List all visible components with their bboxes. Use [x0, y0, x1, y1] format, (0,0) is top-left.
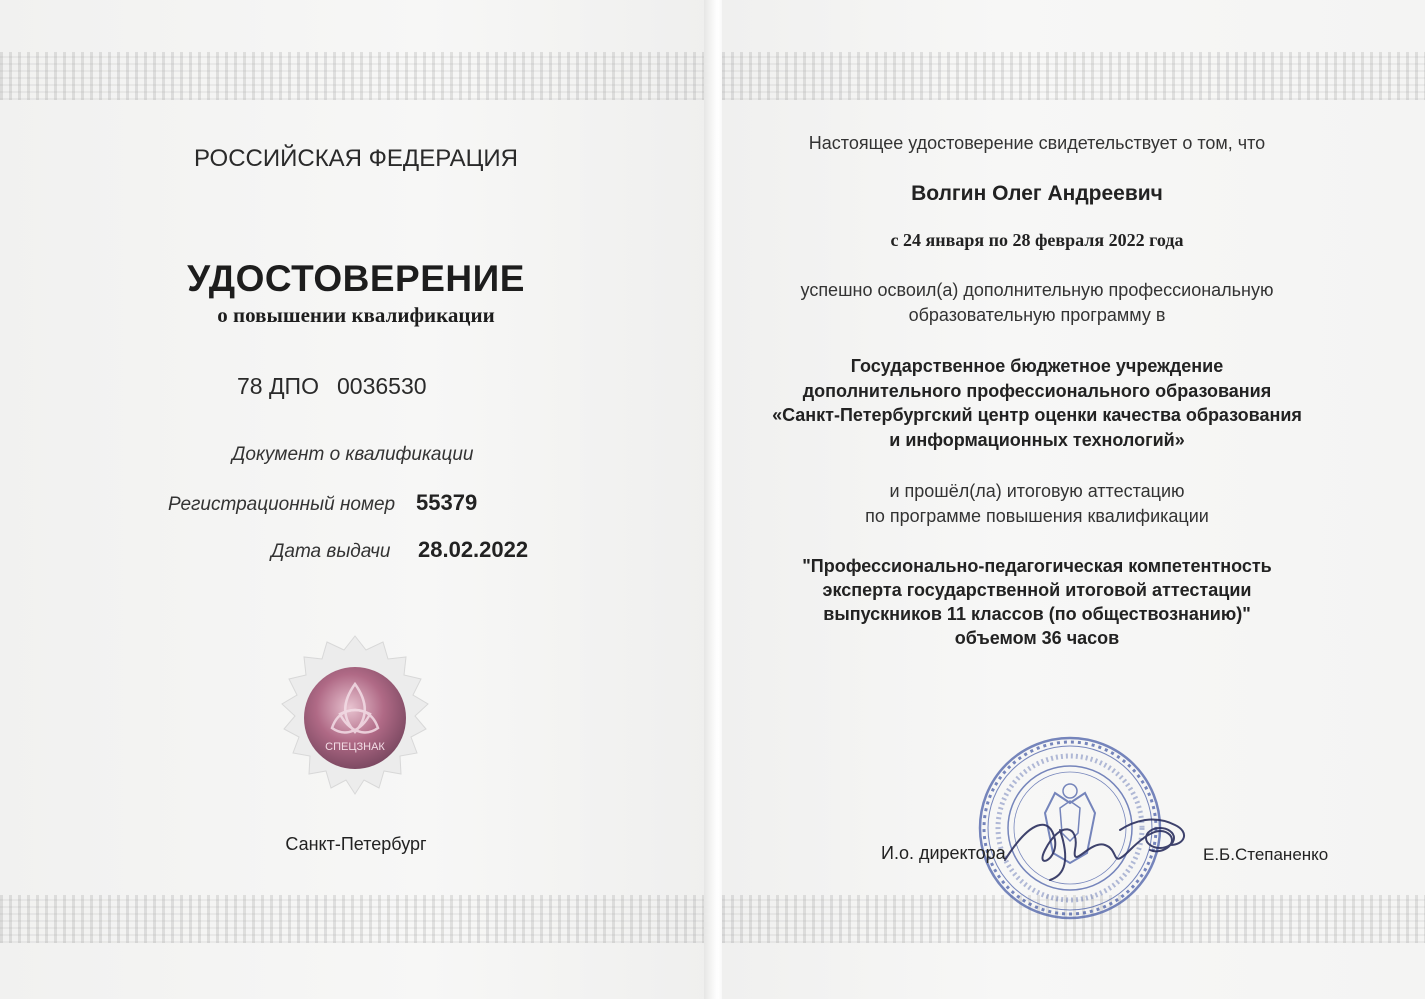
signer-role: И.о. директора [881, 843, 1006, 863]
document-number [237, 373, 427, 400]
document-type: Документ о квалификации [232, 444, 474, 465]
country-heading: РОССИЙСКАЯ ФЕДЕРАЦИЯ [194, 145, 518, 172]
registration-label: Регистрационный номер [168, 494, 396, 515]
organization-line-1: Государственное бюджетное учреждение [850, 356, 1224, 376]
organization-line-4: и информационных технологий» [889, 430, 1185, 450]
document-title: УДОСТОВЕРЕНИЕ [187, 258, 525, 299]
decorative-border-top [0, 52, 712, 100]
document-subtitle: о повышении квалификации [217, 303, 495, 327]
organization-line-2: дополнительного профессионального образования [802, 381, 1272, 401]
hologram-text: СПЕЦЗНАК [325, 741, 385, 753]
program-line-1: "Профессионально-педагогическая компетентность [802, 556, 1272, 576]
completion-line-1: успешно освоил(а) дополнительную профессиональную [800, 280, 1274, 300]
issue-date: 28.02.2022 [418, 537, 529, 562]
issue-date-label: Дата выдачи [271, 541, 391, 562]
organization-line-3: «Санкт-Петербургский центр оценки качества образования [772, 405, 1302, 425]
completion-line-2: образовательную программу в [908, 305, 1166, 325]
decorative-border-top [722, 52, 1425, 100]
attestation-line-1: и прошёл(ла) итоговую аттестацию [889, 481, 1185, 501]
program-line-2: эксперта государственной итоговой аттестации [822, 580, 1252, 600]
program-line-3: выпускников 11 классов (по обществознанию)" [823, 604, 1251, 624]
signer-name: Е.Б.Степаненко [1203, 845, 1329, 864]
issue-city: Санкт-Петербург [285, 834, 427, 854]
document-serial: 0036530 [336, 373, 427, 399]
attestation-line-2: по программе повышения квалификации [865, 506, 1209, 526]
director-signature-icon [1000, 800, 1200, 890]
document-series: 78 ДПО [237, 373, 319, 399]
left-page [0, 0, 712, 999]
study-period: с 24 января по 28 февраля 2022 года [890, 230, 1184, 250]
decorative-border-bottom [0, 895, 712, 943]
program-hours: объемом 36 часов [954, 628, 1120, 648]
certificate-intro: Настоящее удостоверение свидетельствует о том, что [808, 133, 1266, 153]
hologram-icon [262, 632, 448, 818]
registration-number: 55379 [416, 490, 478, 515]
holder-name: Волгин Олег Андреевич [911, 182, 1163, 205]
